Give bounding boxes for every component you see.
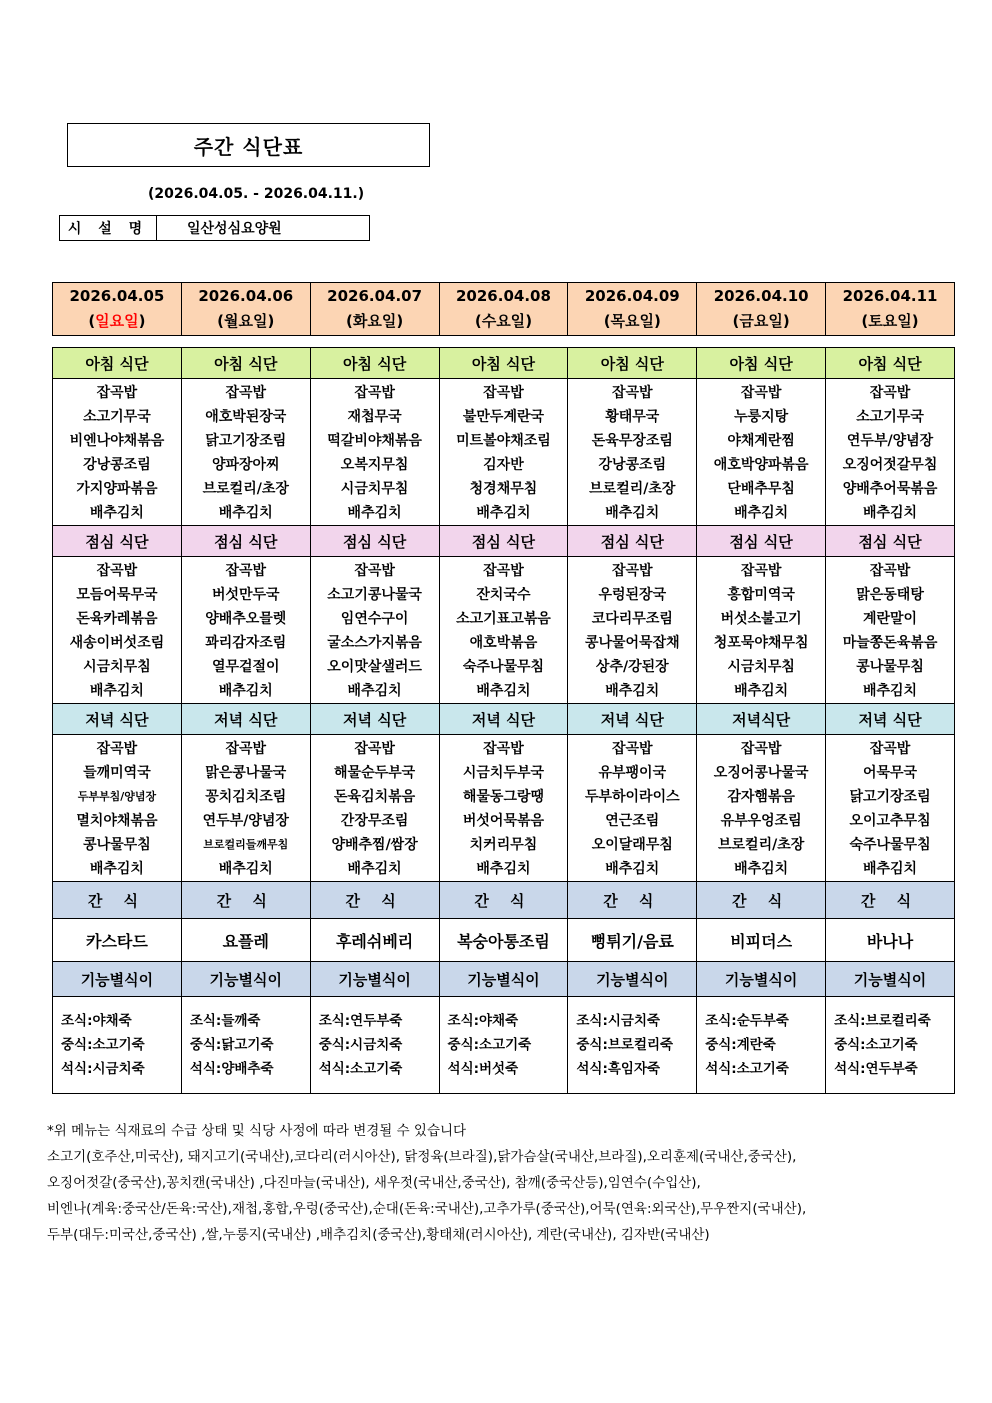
menu-item: 배추김치 [476,683,531,699]
menu-item: 마늘쫑돈육볶음 [842,635,938,651]
menu-item: 잡곡밥 [869,385,911,401]
dinner-menu-cell [53,735,182,882]
dinner-menu-cell [439,735,568,882]
functional-cell [310,997,439,1094]
menu-item: 계란말이 [862,611,918,627]
menu-item: 재첩무국 [347,409,402,425]
origin-line: 오징어젓갈(중국산),꽁치캔(국내산) ,다진마늘(국내산), 새우젓(국내산,중국산), 참깨(중국산등),임연수(수입산), [47,1175,701,1191]
day-weekday: 목요일 [610,312,655,330]
menu-item: 잡곡밥 [225,741,267,757]
functional-cell [53,997,182,1094]
functional-item: 조식:시금치죽 [576,1013,661,1029]
functional-item: 중식:계란죽 [705,1037,776,1053]
breakfast-header: 아침 식단 [697,348,826,379]
menu-item: 오징어콩나물국 [713,765,809,781]
menu-item: 잡곡밥 [612,741,653,757]
breakfast-header: 아침 식단 [826,348,955,379]
menu-item: 양배추오믈렛 [205,611,287,627]
functional-header: 기능별식이 [181,962,310,997]
functional-item: 조식:브로컬리죽 [834,1013,931,1029]
functional-header: 기능별식이 [439,962,568,997]
functional-item: 중식:닭고기죽 [189,1037,274,1053]
menu-item: 잡곡밥 [354,563,395,579]
menu-item: 연근조림 [605,813,660,829]
menu-item: 단배추무침 [727,481,795,497]
menu-item: 잡곡밥 [225,385,267,401]
dinner-header-row [53,704,955,735]
menu-item: 오이맛살샐러드 [327,659,422,675]
lunch-header-row [53,526,955,557]
functional-row [53,997,955,1094]
breakfast-header: 아침 식단 [53,348,182,379]
lunch-header: 점심 식단 [568,526,697,557]
menu-item: 청경채무침 [469,481,538,497]
menu-item: 맑은동태탕 [856,587,924,603]
dinner-menu-cell [310,735,439,882]
breakfast-header: 아침 식단 [568,348,697,379]
day-header: 2026.04.05 (일요일) [53,283,182,336]
menu-item: 홍합미역국 [727,587,795,603]
menu-item: 소고기무국 [856,409,924,425]
snack-cell: 요플레 [181,919,310,962]
menu-item: 양파장아찌 [211,457,280,473]
menu-item: 시금치무침 [340,481,409,497]
snack-header: 간 식 [826,882,955,919]
functional-item: 석식:버섯죽 [447,1061,519,1077]
breakfast-menu-cell [568,379,697,526]
menu-item: 배추김치 [89,683,144,699]
menu-item: 브로컬리/초장 [718,837,805,853]
menu-item: 코다리무조림 [591,611,673,627]
day-date: 2026.04.05 [69,287,165,305]
menu-item: 잡곡밥 [225,563,267,579]
menu-item: 돈육김치볶음 [334,789,416,805]
page-title: 주간 식단표 [67,123,430,167]
day-header: 2026.04.09 (목요일) [568,283,697,336]
menu-item: 멸치야채볶음 [76,813,158,829]
lunch-header: 점심 식단 [53,526,182,557]
menu-item: 소고기콩나물국 [327,587,422,603]
functional-item: 석식:소고기죽 [318,1061,403,1077]
day-date: 2026.04.09 [584,287,680,305]
menu-item: 새송이버섯조림 [69,635,165,651]
menu-item: 배추김치 [862,861,918,877]
functional-cell [439,997,568,1094]
menu-item: 애호박볶음 [469,635,538,651]
functional-item: 조식:야채죽 [61,1013,132,1029]
functional-item: 조식:들깨죽 [189,1013,261,1029]
menu-item: 미트볼야채조림 [456,433,551,449]
functional-item: 중식:시금치죽 [318,1037,403,1053]
menu-item: 꽈리감자조림 [205,635,287,651]
menu-item: 배추김치 [218,861,273,877]
menu-item: 배추김치 [476,505,531,521]
origin-line: 비엔나(계육:중국산/돈육:국산),재첩,홍합,우렁(중국산),순대(돈육:국내산),고추가루(중국산),어묵(연육:외국산),무우짠지(국내산), [47,1201,807,1217]
menu-item: 야채계란찜 [727,433,795,449]
day-header: 2026.04.07 (화요일) [310,283,439,336]
snack-header: 간 식 [439,882,568,919]
menu-item: 배추김치 [347,505,402,521]
menu-item: 콩나물무침 [856,659,924,675]
menu-item: 강낭콩조림 [598,457,667,473]
functional-cell [826,997,955,1094]
menu-item: 브로컬리/초장 [589,481,676,497]
menu-item: 오이달래무침 [591,837,673,853]
snack-header: 간 식 [568,882,697,919]
menu-item: 모듬어묵무국 [76,587,158,603]
menu-item: 연두부/양념장 [846,433,934,449]
dinner-header: 저녁 식단 [53,704,182,735]
menu-item: 애호박된장국 [205,409,287,425]
menu-item: 배추김치 [734,861,789,877]
dinner-menu-cell [181,735,310,882]
notice-line: *위 메뉴는 식재료의 수급 상태 및 식당 사정에 따라 변경될 수 있습니다 [47,1123,467,1139]
menu-item: 배추김치 [89,505,144,521]
snack-header: 간 식 [697,882,826,919]
dinner-header: 저녁 식단 [181,704,310,735]
lunch-header: 점심 식단 [826,526,955,557]
menu-item: 배추김치 [605,861,660,877]
menu-item: 돈육무장조림 [591,433,673,449]
menu-item: 김자반 [483,457,524,473]
menu-item: 브로컬리들깨무침 [203,838,289,851]
snack-header: 간 식 [53,882,182,919]
functional-item: 조식:순두부죽 [705,1013,789,1029]
menu-item: 시금치무침 [83,659,151,675]
functional-item: 석식:소고기죽 [705,1061,789,1077]
dinner-header: 저녁식단 [697,704,826,735]
dinner-menu-cell [568,735,697,882]
menu-item: 해물순두부국 [334,765,416,781]
lunch-header: 점심 식단 [439,526,568,557]
snack-header: 간 식 [310,882,439,919]
breakfast-menu-cell [53,379,182,526]
functional-header: 기능별식이 [697,962,826,997]
menu-item: 숙주나물무침 [849,837,931,853]
menu-item: 황태무국 [605,409,660,425]
menu-item: 불만두계란국 [462,409,545,425]
breakfast-header: 아침 식단 [310,348,439,379]
lunch-menu-cell [53,557,182,704]
menu-item: 오복지무침 [340,457,409,473]
menu-item: 간장무조림 [340,813,409,829]
menu-item: 배추김치 [347,683,402,699]
breakfast-menu-row [53,379,955,526]
dinner-menu-cell [826,735,955,882]
breakfast-header: 아침 식단 [181,348,310,379]
day-header: 2026.04.11 (토요일) [826,283,955,336]
breakfast-menu-cell [826,379,955,526]
menu-item: 배추김치 [605,683,660,699]
menu-item: 연두부/양념장 [202,813,289,829]
menu-item: 배추김치 [89,861,144,877]
functional-item: 중식:브로컬리죽 [576,1037,674,1053]
menu-item: 양배추찜/쌈장 [331,837,418,853]
snack-cell: 후레쉬베리 [310,919,439,962]
snack-cell: 비피더스 [697,919,826,962]
snack-header-row [53,882,955,919]
day-date: 2026.04.07 [327,287,423,305]
menu-item: 배추김치 [862,505,918,521]
facility-label: 시 설 명 [60,216,157,240]
facility-box [59,215,370,241]
lunch-menu-row [53,557,955,704]
menu-item: 배추김치 [734,683,789,699]
menu-item: 배추김치 [605,505,660,521]
menu-item: 잡곡밥 [740,563,782,579]
dinner-header: 저녁 식단 [310,704,439,735]
menu-item: 잡곡밥 [483,563,524,579]
day-date: 2026.04.10 [713,287,809,305]
day-weekday: 월요일 [224,312,268,330]
date-range: (2026.04.05. - 2026.04.11.) [148,186,365,202]
functional-header: 기능별식이 [310,962,439,997]
menu-item: 강낭콩조림 [83,457,151,473]
menu-item: 상추/강된장 [595,659,669,675]
menu-item: 콩나물어묵잡채 [584,635,680,651]
lunch-header: 점심 식단 [181,526,310,557]
menu-item: 유부우엉조림 [720,813,802,829]
functional-item: 석식:양배추죽 [189,1061,274,1077]
lunch-menu-cell [310,557,439,704]
dinner-menu-row [53,735,955,882]
menu-item: 닭고기장조림 [849,789,931,805]
day-weekday: 일요일 [95,312,139,330]
menu-item: 소고기표고볶음 [456,611,551,627]
menu-item: 두부하이라이스 [584,789,680,805]
menu-item: 가지양파볶음 [76,481,158,497]
menu-item: 돈육카레볶음 [76,611,158,627]
day-weekday: 화요일 [352,312,397,330]
day-header: 2026.04.08 (수요일) [439,283,568,336]
functional-header: 기능별식이 [568,962,697,997]
day-header: 2026.04.06 (월요일) [181,283,310,336]
menu-item: 브로컬리/초장 [202,481,289,497]
menu-item: 오이고추무침 [849,813,931,829]
lunch-header: 점심 식단 [310,526,439,557]
menu-item: 소고기무국 [83,409,151,425]
menu-item: 잡곡밥 [483,741,524,757]
breakfast-menu-cell [310,379,439,526]
origin-notes [47,1118,947,1248]
menu-item: 비엔나야채볶음 [69,433,165,449]
facility-name: 일산성심요양원 [187,221,282,237]
day-date: 2026.04.11 [842,287,938,305]
menu-item: 잡곡밥 [354,385,395,401]
menu-item: 어묵무국 [862,765,918,781]
dinner-header: 저녁 식단 [568,704,697,735]
functional-header: 기능별식이 [53,962,182,997]
functional-cell [568,997,697,1094]
menu-item: 유부팽이국 [598,765,667,781]
menu-item: 임연수구이 [340,611,409,627]
menu-item: 배추김치 [218,505,273,521]
menu-item: 들깨미역국 [83,765,151,781]
menu-item: 청포묵야채무침 [713,635,809,651]
functional-item: 석식:시금치죽 [61,1061,145,1077]
menu-item: 잡곡밥 [612,563,653,579]
snack-header: 간 식 [181,882,310,919]
menu-item: 잡곡밥 [96,741,138,757]
menu-item: 감자햄볶음 [727,789,795,805]
menu-item: 시금치두부국 [462,765,545,781]
menu-item: 잡곡밥 [740,385,782,401]
lunch-menu-cell [439,557,568,704]
origin-line: 두부(대두:미국산,중국산) ,쌀,누룽지(국내산) ,배추김치(중국산),황태채(러시아산), 계란(국내산), 김자반(국내산) [47,1227,710,1243]
menu-item: 맑은콩나물국 [205,765,287,781]
menu-item: 닭고기장조림 [205,433,287,449]
menu-item: 열무겉절이 [211,659,280,675]
day-weekday: 토요일 [868,312,912,330]
functional-cell [181,997,310,1094]
menu-table [52,347,955,1094]
menu-item: 버섯어묵볶음 [462,813,545,829]
menu-item: 잡곡밥 [354,741,395,757]
breakfast-header-row [53,348,955,379]
lunch-menu-cell [826,557,955,704]
day-header: 2026.04.10 (금요일) [697,283,826,336]
menu-item: 콩나물무침 [83,837,151,853]
menu-item: 배추김치 [476,861,531,877]
menu-item: 배추김치 [218,683,273,699]
menu-item: 잡곡밥 [740,741,782,757]
menu-item: 누룽지탕 [734,409,789,425]
lunch-menu-cell [568,557,697,704]
functional-item: 조식:연두부죽 [318,1013,403,1029]
menu-item: 굴소스가지볶음 [327,635,422,651]
date-header-table [52,282,955,336]
dinner-header: 저녁 식단 [826,704,955,735]
lunch-menu-cell [181,557,310,704]
breakfast-menu-cell [439,379,568,526]
breakfast-header: 아침 식단 [439,348,568,379]
menu-item: 시금치무침 [727,659,795,675]
breakfast-menu-cell [697,379,826,526]
menu-item: 해물동그랑땡 [462,789,545,805]
menu-item: 배추김치 [862,683,918,699]
menu-item: 잡곡밥 [869,563,911,579]
day-date: 2026.04.06 [198,287,294,305]
functional-header-row [53,962,955,997]
menu-item: 잡곡밥 [96,563,138,579]
menu-item: 잡곡밥 [483,385,524,401]
menu-item: 잡곡밥 [869,741,911,757]
menu-item: 버섯만두국 [211,587,280,603]
functional-header: 기능별식이 [826,962,955,997]
functional-item: 조식:야채죽 [447,1013,519,1029]
menu-item: 배추김치 [347,861,402,877]
menu-item: 버섯소불고기 [720,611,802,627]
functional-item: 중식:소고기죽 [61,1037,145,1053]
functional-item: 석식:연두부죽 [834,1061,918,1077]
dinner-header: 저녁 식단 [439,704,568,735]
menu-item: 숙주나물무침 [462,659,545,675]
origin-line: 소고기(호주산,미국산), 돼지고기(국내산),코다리(러시아산), 닭정육(브라질),닭가슴살(국내산,브라질),오리훈제(국내산,중국산), [47,1149,797,1165]
menu-item: 애호박양파볶음 [713,457,809,473]
lunch-menu-cell [697,557,826,704]
menu-item: 배추김치 [734,505,789,521]
menu-item: 잔치국수 [476,587,531,603]
snack-row [53,919,955,962]
snack-cell: 바나나 [826,919,955,962]
breakfast-menu-cell [181,379,310,526]
menu-item: 치커리무침 [469,837,538,853]
lunch-header: 점심 식단 [697,526,826,557]
menu-item: 잡곡밥 [96,385,138,401]
menu-item: 꽁치김치조림 [205,789,287,805]
menu-item: 떡갈비야채볶음 [327,433,422,449]
functional-item: 중식:소고기죽 [447,1037,532,1053]
functional-item: 석식:흑임자죽 [576,1061,661,1077]
functional-cell [697,997,826,1094]
snack-cell: 뻥튀기/음료 [568,919,697,962]
menu-item: 잡곡밥 [612,385,653,401]
functional-item: 중식:소고기죽 [834,1037,918,1053]
snack-cell: 카스타드 [53,919,182,962]
snack-cell: 복숭아통조림 [439,919,568,962]
menu-item: 두부부침/양념장 [77,790,157,803]
menu-item: 양배추어묵볶음 [842,481,938,497]
menu-item: 오징어젓갈무침 [842,457,938,473]
day-weekday: 수요일 [481,312,526,330]
day-date: 2026.04.08 [456,287,551,305]
day-weekday: 금요일 [739,312,783,330]
menu-item: 우렁된장국 [598,587,667,603]
dinner-menu-cell [697,735,826,882]
